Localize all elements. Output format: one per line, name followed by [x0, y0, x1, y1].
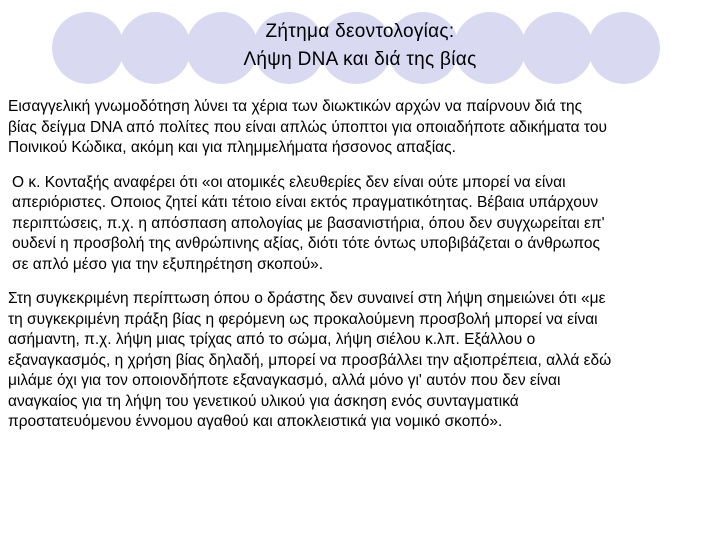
slide-title — [0, 18, 720, 74]
slide-body — [8, 97, 714, 447]
paragraph-kontaxis-quote: Ο κ. Κονταξής αναφέρει ότι «οι ατομικές ελευθερίες δεν είναι ούτε μπορεί να είναι απεριόριστες. Οποιος ζητεί κάτι τέτοιο είναι εκτός πραγματικότητας. Βέβαια υπάρχουν περιπτώσεις, π.χ. η απόσπαση απολογίας με βασανιστήρια, όπου δεν συγχωρείται επ' ουδενί η προσβολή της ανθρώπινης αξίας, διότι τότε όντως υποβιβάζεται ο άνθρωπος σε απλό μέσο για την εξυπηρέτηση σκοπού». — [12, 173, 605, 273]
paragraph-consent-case: Στη συγκεκριμένη περίπτωση όπου ο δράστης δεν συναινεί στη λήψη σημειώνει ότι «με τη συγκεκριμένη πράξη βίας η φερόμενη ως προκαλούμενη προσβολή μπορεί να είναι ασήμαντη, π.χ. λήψη μιας τρίχας από το σώμα, λήψη σιέλου κ.λπ. Εξάλλου ο εξαναγκασμός, η χρήση βίας δηλαδή, μπορεί να προσβάλλει την αξιοπρέπεια, αλλά εδώ μιλάμε όχι για τον οποιονδήποτε εξαναγκασμό, αλλά μόνο γι' αυτόν που δεν είναι αναγκαίος για τη λήψη του γενετικού υλικού για άσκηση ενός συνταγματικά προστατευόμενου έννομου αγαθού και αποκλειστικά για νομικό σκοπό». — [8, 290, 612, 430]
slide-title-line-1: Ζήτημα δεοντολογίας: — [265, 21, 455, 42]
slide-title-line-2: Λήψη DNA και διά της βίας — [243, 49, 477, 70]
paragraph-prosecutor-opinion: Εισαγγελική γνωμοδότηση λύνει τα χέρια των διωκτικών αρχών να παίρνουν διά της βίας δείγμα DNA από πολίτες που είναι απλώς ύποπτοι για οποιαδήποτε αδικήματα του Ποινικού Κώδικα, ακόμη και για πλημμελήματα ήσσονος απαξίας. — [8, 98, 607, 156]
